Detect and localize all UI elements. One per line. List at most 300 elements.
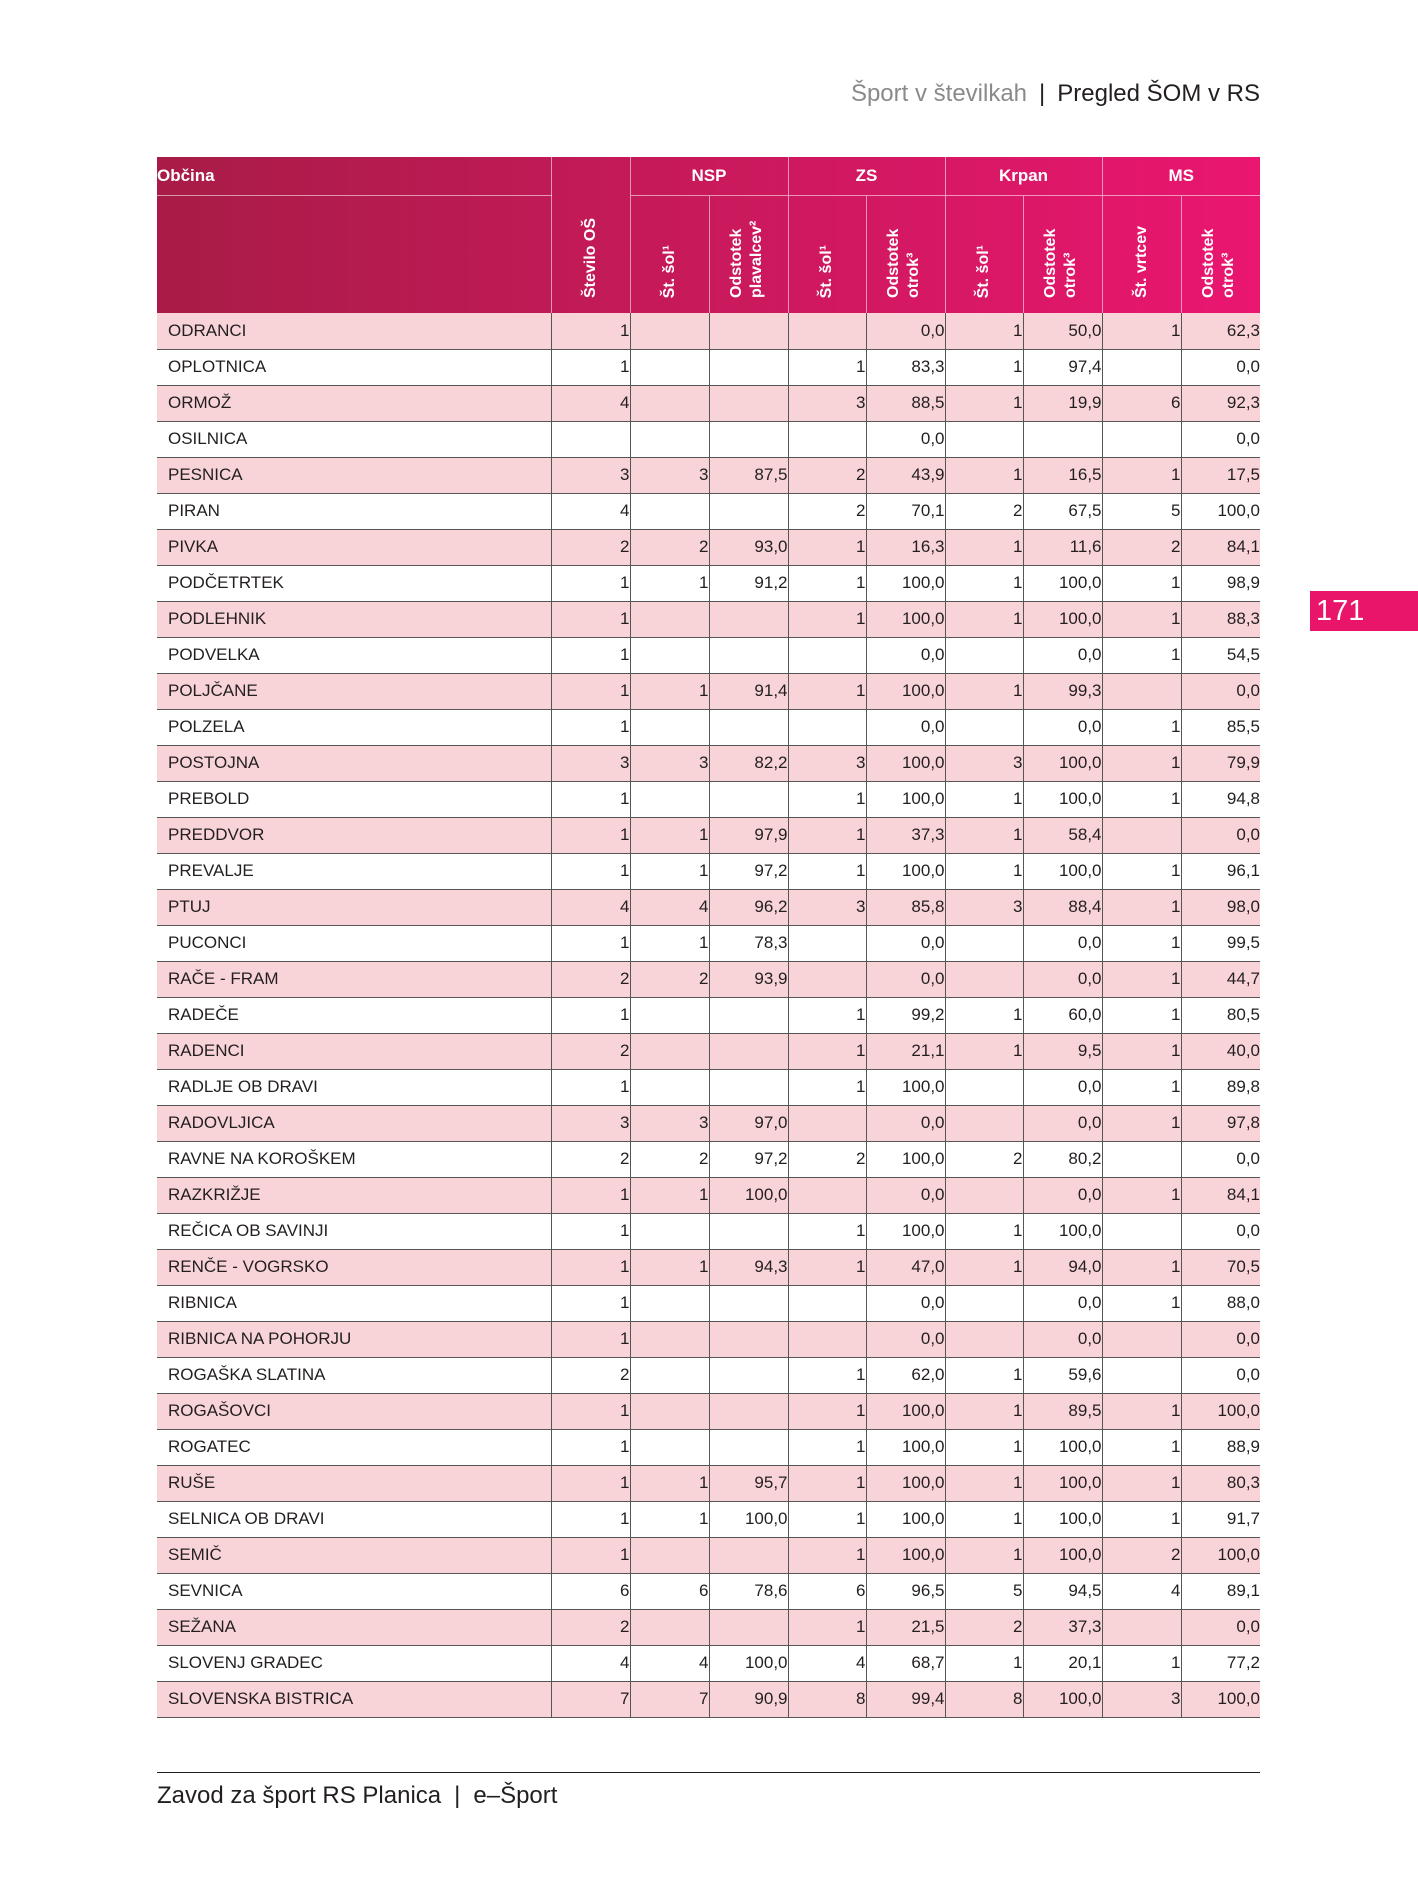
cell-zs-pct: 62,0 xyxy=(866,1357,945,1393)
cell-krpan-pct: 0,0 xyxy=(1023,925,1102,961)
cell-krpan-sol: 1 xyxy=(945,673,1023,709)
cell-zs-sol: 1 xyxy=(788,1501,866,1537)
header-krpan-pct-label: Odstotek otrok³ xyxy=(1041,228,1079,298)
cell-nsp-sol: 1 xyxy=(630,1465,709,1501)
table-row xyxy=(157,637,1260,673)
cell-ms-vrtcev: 1 xyxy=(1102,1393,1181,1429)
cell-ms-vrtcev: 1 xyxy=(1102,1177,1181,1213)
cell-krpan-sol: 5 xyxy=(945,1573,1023,1609)
cell-nsp-sol xyxy=(630,1357,709,1393)
cell-ms-vrtcev: 3 xyxy=(1102,1681,1181,1717)
cell-krpan-pct: 59,6 xyxy=(1023,1357,1102,1393)
municipality-cell: RIBNICA NA POHORJU xyxy=(157,1321,551,1357)
cell-krpan-sol: 1 xyxy=(945,1501,1023,1537)
municipality-cell: ROGAŠOVCI xyxy=(157,1393,551,1429)
municipality-cell: POLJČANE xyxy=(157,673,551,709)
cell-ms-pct: 99,5 xyxy=(1181,925,1260,961)
header-nsp-sol-label: Št. šol¹ xyxy=(660,244,678,298)
cell-nsp-pct: 97,9 xyxy=(709,817,788,853)
cell-ms-pct: 44,7 xyxy=(1181,961,1260,997)
cell-nsp-sol xyxy=(630,493,709,529)
cell-nsp-sol: 3 xyxy=(630,1105,709,1141)
cell-stevilo-os: 2 xyxy=(551,529,630,565)
cell-krpan-pct: 0,0 xyxy=(1023,1105,1102,1141)
cell-zs-sol: 2 xyxy=(788,1141,866,1177)
cell-ms-pct: 85,5 xyxy=(1181,709,1260,745)
cell-nsp-sol: 1 xyxy=(630,565,709,601)
cell-stevilo-os: 1 xyxy=(551,673,630,709)
cell-nsp-pct xyxy=(709,709,788,745)
municipality-cell: RAZKRIŽJE xyxy=(157,1177,551,1213)
cell-nsp-sol xyxy=(630,601,709,637)
cell-stevilo-os: 2 xyxy=(551,961,630,997)
cell-nsp-sol: 1 xyxy=(630,853,709,889)
table-row xyxy=(157,529,1260,565)
cell-zs-sol xyxy=(788,313,866,349)
cell-stevilo-os: 4 xyxy=(551,385,630,421)
cell-nsp-pct xyxy=(709,1321,788,1357)
cell-ms-pct: 88,3 xyxy=(1181,601,1260,637)
cell-krpan-pct: 100,0 xyxy=(1023,781,1102,817)
group-header-row xyxy=(157,157,1260,196)
cell-krpan-pct: 100,0 xyxy=(1023,601,1102,637)
table-row xyxy=(157,349,1260,385)
municipality-cell: PREBOLD xyxy=(157,781,551,817)
cell-ms-pct: 0,0 xyxy=(1181,817,1260,853)
cell-nsp-pct: 100,0 xyxy=(709,1645,788,1681)
cell-ms-vrtcev xyxy=(1102,673,1181,709)
cell-ms-pct: 0,0 xyxy=(1181,1321,1260,1357)
municipality-cell: OPLOTNICA xyxy=(157,349,551,385)
running-head-separator: | xyxy=(1039,80,1046,107)
cell-zs-sol: 3 xyxy=(788,745,866,781)
cell-nsp-sol xyxy=(630,997,709,1033)
cell-krpan-sol: 1 xyxy=(945,1537,1023,1573)
cell-ms-pct: 100,0 xyxy=(1181,1537,1260,1573)
cell-krpan-sol: 3 xyxy=(945,745,1023,781)
cell-krpan-pct: 37,3 xyxy=(1023,1609,1102,1645)
cell-zs-pct: 100,0 xyxy=(866,1465,945,1501)
cell-krpan-pct: 100,0 xyxy=(1023,1429,1102,1465)
cell-krpan-sol: 1 xyxy=(945,529,1023,565)
cell-stevilo-os: 2 xyxy=(551,1357,630,1393)
table-row xyxy=(157,1069,1260,1105)
statistics-table xyxy=(157,157,1260,1718)
cell-ms-vrtcev: 1 xyxy=(1102,1249,1181,1285)
header-ms-vrtcev xyxy=(1102,196,1181,314)
cell-zs-pct: 100,0 xyxy=(866,601,945,637)
cell-stevilo-os: 1 xyxy=(551,1069,630,1105)
cell-zs-sol: 1 xyxy=(788,529,866,565)
table-row xyxy=(157,1465,1260,1501)
municipality-cell: PIVKA xyxy=(157,529,551,565)
cell-ms-pct: 77,2 xyxy=(1181,1645,1260,1681)
municipality-cell: SELNICA OB DRAVI xyxy=(157,1501,551,1537)
cell-nsp-sol xyxy=(630,1609,709,1645)
cell-krpan-pct: 94,0 xyxy=(1023,1249,1102,1285)
cell-stevilo-os: 3 xyxy=(551,457,630,493)
cell-zs-sol: 1 xyxy=(788,1465,866,1501)
cell-stevilo-os: 1 xyxy=(551,1501,630,1537)
cell-krpan-sol: 2 xyxy=(945,1609,1023,1645)
cell-ms-vrtcev: 1 xyxy=(1102,781,1181,817)
cell-zs-sol: 1 xyxy=(788,1213,866,1249)
municipality-cell: PODLEHNIK xyxy=(157,601,551,637)
cell-krpan-pct: 0,0 xyxy=(1023,637,1102,673)
cell-ms-vrtcev: 5 xyxy=(1102,493,1181,529)
cell-nsp-pct xyxy=(709,1285,788,1321)
cell-nsp-pct xyxy=(709,493,788,529)
cell-zs-sol: 6 xyxy=(788,1573,866,1609)
cell-ms-vrtcev: 2 xyxy=(1102,1537,1181,1573)
cell-krpan-pct: 0,0 xyxy=(1023,709,1102,745)
cell-stevilo-os: 1 xyxy=(551,313,630,349)
cell-nsp-sol xyxy=(630,421,709,457)
table-row xyxy=(157,1645,1260,1681)
cell-ms-vrtcev: 1 xyxy=(1102,925,1181,961)
cell-ms-pct: 70,5 xyxy=(1181,1249,1260,1285)
cell-nsp-sol xyxy=(630,1285,709,1321)
cell-zs-sol xyxy=(788,1177,866,1213)
cell-stevilo-os: 1 xyxy=(551,853,630,889)
cell-stevilo-os: 4 xyxy=(551,889,630,925)
municipality-cell: RADENCI xyxy=(157,1033,551,1069)
cell-stevilo-os: 1 xyxy=(551,1213,630,1249)
cell-zs-pct: 70,1 xyxy=(866,493,945,529)
cell-nsp-pct: 78,3 xyxy=(709,925,788,961)
cell-ms-vrtcev xyxy=(1102,1141,1181,1177)
cell-zs-pct: 21,1 xyxy=(866,1033,945,1069)
cell-ms-vrtcev xyxy=(1102,1213,1181,1249)
cell-ms-pct: 0,0 xyxy=(1181,1141,1260,1177)
table-row xyxy=(157,1249,1260,1285)
cell-krpan-pct: 60,0 xyxy=(1023,997,1102,1033)
cell-stevilo-os: 1 xyxy=(551,1321,630,1357)
cell-krpan-sol: 2 xyxy=(945,1141,1023,1177)
cell-ms-vrtcev: 1 xyxy=(1102,1465,1181,1501)
cell-nsp-sol xyxy=(630,1321,709,1357)
table-row xyxy=(157,853,1260,889)
cell-nsp-sol: 4 xyxy=(630,1645,709,1681)
cell-nsp-pct xyxy=(709,1609,788,1645)
cell-krpan-sol: 1 xyxy=(945,1249,1023,1285)
municipality-cell: SEŽANA xyxy=(157,1609,551,1645)
municipality-cell: SEVNICA xyxy=(157,1573,551,1609)
cell-ms-vrtcev: 1 xyxy=(1102,1285,1181,1321)
cell-ms-pct: 84,1 xyxy=(1181,1177,1260,1213)
cell-krpan-sol xyxy=(945,1321,1023,1357)
cell-stevilo-os: 1 xyxy=(551,925,630,961)
table-row xyxy=(157,673,1260,709)
header-group-krpan: Krpan xyxy=(945,157,1102,196)
cell-zs-sol: 1 xyxy=(788,673,866,709)
table-row xyxy=(157,1033,1260,1069)
cell-nsp-sol xyxy=(630,1213,709,1249)
cell-stevilo-os: 1 xyxy=(551,1249,630,1285)
cell-ms-pct: 84,1 xyxy=(1181,529,1260,565)
cell-krpan-sol: 1 xyxy=(945,601,1023,637)
cell-nsp-pct: 87,5 xyxy=(709,457,788,493)
cell-stevilo-os: 2 xyxy=(551,1141,630,1177)
cell-krpan-sol xyxy=(945,1285,1023,1321)
municipality-cell: RENČE - VOGRSKO xyxy=(157,1249,551,1285)
cell-zs-sol: 8 xyxy=(788,1681,866,1717)
cell-zs-pct: 0,0 xyxy=(866,637,945,673)
cell-zs-sol: 1 xyxy=(788,853,866,889)
cell-ms-vrtcev: 1 xyxy=(1102,1501,1181,1537)
municipality-cell: POSTOJNA xyxy=(157,745,551,781)
cell-krpan-pct: 0,0 xyxy=(1023,1321,1102,1357)
cell-zs-pct: 100,0 xyxy=(866,565,945,601)
table-row xyxy=(157,745,1260,781)
cell-ms-pct: 0,0 xyxy=(1181,421,1260,457)
table-row xyxy=(157,1213,1260,1249)
table-row xyxy=(157,817,1260,853)
cell-nsp-sol: 2 xyxy=(630,1141,709,1177)
header-zs-sol-label: Št. šol¹ xyxy=(818,244,835,298)
sub-header-row xyxy=(157,196,1260,314)
cell-nsp-pct xyxy=(709,313,788,349)
cell-zs-pct: 43,9 xyxy=(866,457,945,493)
table-row xyxy=(157,1681,1260,1717)
cell-krpan-sol: 1 xyxy=(945,385,1023,421)
cell-stevilo-os: 1 xyxy=(551,1393,630,1429)
cell-krpan-pct: 11,6 xyxy=(1023,529,1102,565)
cell-stevilo-os: 1 xyxy=(551,1537,630,1573)
cell-krpan-sol: 3 xyxy=(945,889,1023,925)
cell-zs-sol xyxy=(788,1321,866,1357)
cell-stevilo-os: 4 xyxy=(551,1645,630,1681)
cell-zs-pct: 0,0 xyxy=(866,313,945,349)
municipality-cell: POLZELA xyxy=(157,709,551,745)
cell-zs-pct: 100,0 xyxy=(866,1069,945,1105)
cell-zs-sol: 1 xyxy=(788,781,866,817)
cell-zs-pct: 100,0 xyxy=(866,1213,945,1249)
table-row xyxy=(157,1357,1260,1393)
cell-krpan-pct: 100,0 xyxy=(1023,853,1102,889)
cell-krpan-pct: 100,0 xyxy=(1023,1501,1102,1537)
cell-nsp-pct: 91,2 xyxy=(709,565,788,601)
cell-zs-pct: 21,5 xyxy=(866,1609,945,1645)
cell-nsp-pct: 97,2 xyxy=(709,1141,788,1177)
table-row xyxy=(157,1393,1260,1429)
cell-nsp-sol: 6 xyxy=(630,1573,709,1609)
cell-nsp-pct xyxy=(709,385,788,421)
cell-krpan-sol: 8 xyxy=(945,1681,1023,1717)
cell-stevilo-os: 1 xyxy=(551,817,630,853)
table-row xyxy=(157,1141,1260,1177)
header-ms-pct xyxy=(1181,196,1260,314)
cell-stevilo-os: 2 xyxy=(551,1033,630,1069)
cell-ms-vrtcev: 4 xyxy=(1102,1573,1181,1609)
cell-ms-pct: 17,5 xyxy=(1181,457,1260,493)
table-row xyxy=(157,709,1260,745)
cell-zs-pct: 0,0 xyxy=(866,709,945,745)
cell-nsp-sol: 1 xyxy=(630,1177,709,1213)
cell-nsp-sol: 3 xyxy=(630,745,709,781)
cell-krpan-sol xyxy=(945,1069,1023,1105)
cell-ms-vrtcev: 1 xyxy=(1102,1033,1181,1069)
cell-ms-pct: 80,5 xyxy=(1181,997,1260,1033)
cell-ms-vrtcev: 1 xyxy=(1102,709,1181,745)
municipality-cell: ROGAŠKA SLATINA xyxy=(157,1357,551,1393)
cell-zs-sol: 1 xyxy=(788,1537,866,1573)
municipality-cell: PTUJ xyxy=(157,889,551,925)
cell-ms-pct: 100,0 xyxy=(1181,493,1260,529)
page-number-tab xyxy=(1310,591,1418,631)
cell-krpan-sol: 1 xyxy=(945,1465,1023,1501)
cell-nsp-pct xyxy=(709,637,788,673)
cell-zs-sol: 1 xyxy=(788,601,866,637)
table-row xyxy=(157,601,1260,637)
cell-krpan-sol: 1 xyxy=(945,1429,1023,1465)
cell-stevilo-os: 3 xyxy=(551,745,630,781)
cell-nsp-pct: 91,4 xyxy=(709,673,788,709)
cell-ms-pct: 79,9 xyxy=(1181,745,1260,781)
cell-ms-pct: 92,3 xyxy=(1181,385,1260,421)
cell-stevilo-os: 2 xyxy=(551,1609,630,1645)
cell-nsp-pct: 95,7 xyxy=(709,1465,788,1501)
cell-ms-pct: 100,0 xyxy=(1181,1393,1260,1429)
cell-zs-sol: 1 xyxy=(788,565,866,601)
cell-ms-pct: 0,0 xyxy=(1181,1609,1260,1645)
cell-ms-pct: 80,3 xyxy=(1181,1465,1260,1501)
cell-stevilo-os: 7 xyxy=(551,1681,630,1717)
cell-krpan-sol: 1 xyxy=(945,1213,1023,1249)
table-row xyxy=(157,385,1260,421)
cell-nsp-sol xyxy=(630,1393,709,1429)
cell-krpan-sol: 1 xyxy=(945,853,1023,889)
page-number: 171 xyxy=(1316,594,1365,627)
cell-krpan-sol: 1 xyxy=(945,313,1023,349)
cell-krpan-pct: 0,0 xyxy=(1023,1069,1102,1105)
cell-krpan-pct: 100,0 xyxy=(1023,745,1102,781)
municipality-cell: SLOVENSKA BISTRICA xyxy=(157,1681,551,1717)
footer-separator: | xyxy=(454,1782,461,1809)
municipality-cell: OSILNICA xyxy=(157,421,551,457)
header-nsp-sol xyxy=(630,196,709,314)
cell-ms-pct: 91,7 xyxy=(1181,1501,1260,1537)
cell-krpan-pct: 58,4 xyxy=(1023,817,1102,853)
table-row xyxy=(157,925,1260,961)
cell-nsp-sol xyxy=(630,1069,709,1105)
cell-ms-vrtcev xyxy=(1102,1609,1181,1645)
cell-stevilo-os: 3 xyxy=(551,1105,630,1141)
table-row xyxy=(157,1285,1260,1321)
cell-krpan-pct: 20,1 xyxy=(1023,1645,1102,1681)
cell-krpan-pct: 100,0 xyxy=(1023,1681,1102,1717)
header-stevilo-os-label: Število OŠ xyxy=(581,217,599,298)
municipality-cell: SEMIČ xyxy=(157,1537,551,1573)
cell-zs-sol: 4 xyxy=(788,1645,866,1681)
cell-zs-pct: 16,3 xyxy=(866,529,945,565)
table-row xyxy=(157,1177,1260,1213)
cell-ms-vrtcev: 1 xyxy=(1102,313,1181,349)
cell-zs-sol: 1 xyxy=(788,349,866,385)
municipality-cell: REČICA OB SAVINJI xyxy=(157,1213,551,1249)
cell-ms-pct: 96,1 xyxy=(1181,853,1260,889)
table-row xyxy=(157,493,1260,529)
cell-krpan-pct: 94,5 xyxy=(1023,1573,1102,1609)
municipality-cell: PESNICA xyxy=(157,457,551,493)
cell-zs-pct: 100,0 xyxy=(866,853,945,889)
cell-stevilo-os: 1 xyxy=(551,709,630,745)
municipality-cell: RADLJE OB DRAVI xyxy=(157,1069,551,1105)
cell-krpan-sol xyxy=(945,709,1023,745)
cell-krpan-sol: 1 xyxy=(945,781,1023,817)
table-row xyxy=(157,457,1260,493)
cell-ms-pct: 54,5 xyxy=(1181,637,1260,673)
cell-ms-pct: 88,9 xyxy=(1181,1429,1260,1465)
table-row xyxy=(157,1105,1260,1141)
municipality-cell: PUCONCI xyxy=(157,925,551,961)
cell-krpan-pct: 0,0 xyxy=(1023,961,1102,997)
cell-zs-sol: 1 xyxy=(788,1357,866,1393)
cell-zs-sol xyxy=(788,1285,866,1321)
cell-nsp-pct: 97,2 xyxy=(709,853,788,889)
cell-zs-sol: 1 xyxy=(788,1249,866,1285)
cell-ms-pct: 94,8 xyxy=(1181,781,1260,817)
cell-zs-sol: 2 xyxy=(788,457,866,493)
cell-ms-vrtcev xyxy=(1102,1321,1181,1357)
cell-zs-pct: 100,0 xyxy=(866,1429,945,1465)
cell-ms-pct: 0,0 xyxy=(1181,673,1260,709)
cell-ms-vrtcev xyxy=(1102,817,1181,853)
cell-krpan-sol xyxy=(945,1177,1023,1213)
cell-ms-pct: 40,0 xyxy=(1181,1033,1260,1069)
cell-krpan-sol: 1 xyxy=(945,1393,1023,1429)
cell-zs-pct: 0,0 xyxy=(866,1285,945,1321)
cell-krpan-sol xyxy=(945,637,1023,673)
cell-nsp-pct xyxy=(709,1033,788,1069)
cell-nsp-sol: 1 xyxy=(630,1249,709,1285)
table-row xyxy=(157,1429,1260,1465)
cell-zs-sol: 1 xyxy=(788,1609,866,1645)
table-row xyxy=(157,781,1260,817)
cell-krpan-sol xyxy=(945,421,1023,457)
cell-nsp-pct: 97,0 xyxy=(709,1105,788,1141)
cell-nsp-pct xyxy=(709,349,788,385)
cell-ms-pct: 0,0 xyxy=(1181,1357,1260,1393)
cell-ms-vrtcev xyxy=(1102,349,1181,385)
cell-ms-vrtcev: 6 xyxy=(1102,385,1181,421)
cell-zs-sol: 1 xyxy=(788,1069,866,1105)
municipality-cell: SLOVENJ GRADEC xyxy=(157,1645,551,1681)
cell-nsp-sol xyxy=(630,781,709,817)
cell-krpan-sol: 1 xyxy=(945,997,1023,1033)
cell-zs-pct: 100,0 xyxy=(866,1393,945,1429)
cell-stevilo-os: 1 xyxy=(551,1285,630,1321)
table-row xyxy=(157,997,1260,1033)
cell-nsp-pct: 93,0 xyxy=(709,529,788,565)
cell-krpan-pct: 9,5 xyxy=(1023,1033,1102,1069)
municipality-cell: PIRAN xyxy=(157,493,551,529)
cell-nsp-pct: 94,3 xyxy=(709,1249,788,1285)
cell-stevilo-os: 1 xyxy=(551,565,630,601)
cell-zs-pct: 100,0 xyxy=(866,673,945,709)
header-obcina: Občina xyxy=(157,166,215,185)
cell-ms-vrtcev: 1 xyxy=(1102,1069,1181,1105)
municipality-cell: RAVNE NA KOROŠKEM xyxy=(157,1141,551,1177)
table-row xyxy=(157,1501,1260,1537)
cell-nsp-sol: 1 xyxy=(630,673,709,709)
cell-zs-pct: 85,8 xyxy=(866,889,945,925)
cell-ms-vrtcev xyxy=(1102,1357,1181,1393)
cell-zs-sol xyxy=(788,961,866,997)
cell-ms-vrtcev: 1 xyxy=(1102,457,1181,493)
cell-nsp-sol xyxy=(630,349,709,385)
cell-nsp-sol xyxy=(630,637,709,673)
